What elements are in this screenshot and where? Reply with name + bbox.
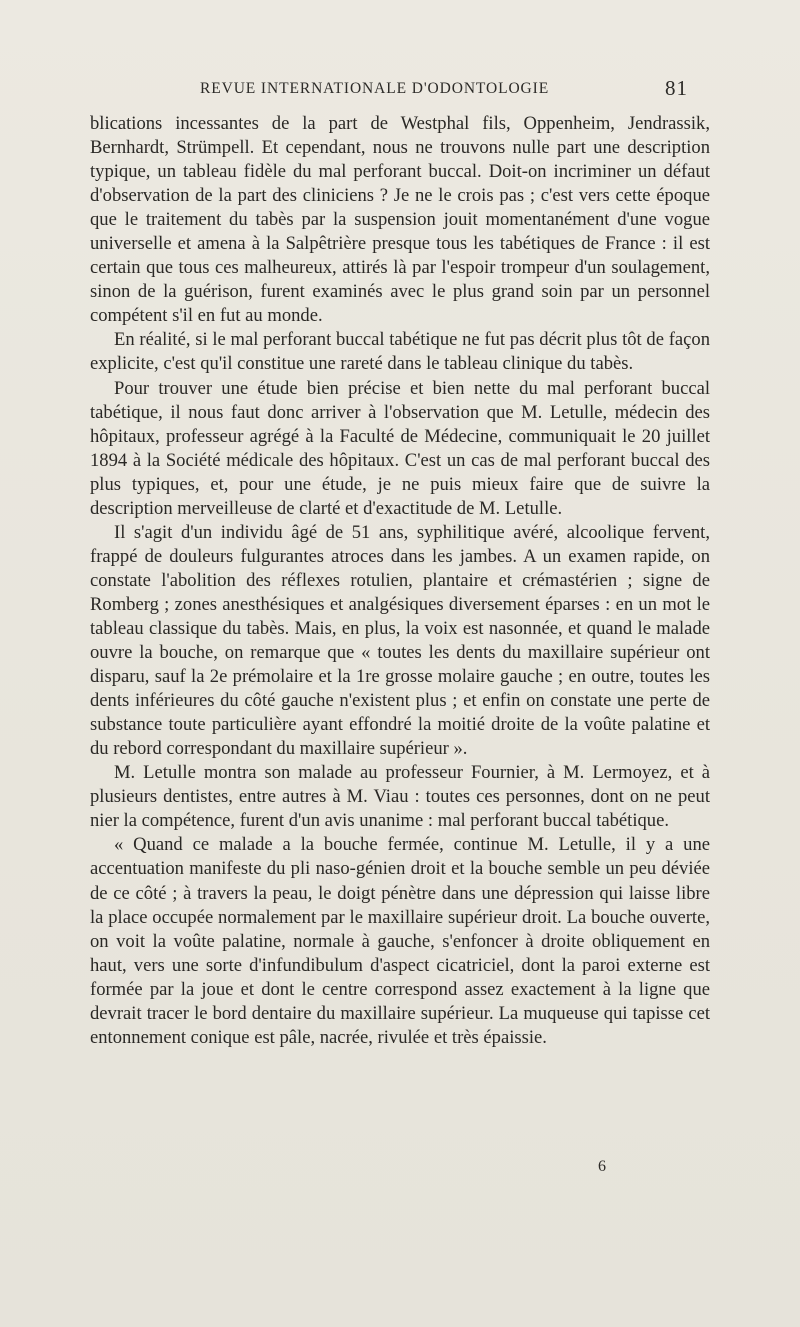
paragraph-1: blications incessantes de la part de Westphal fils, Oppenheim, Jendrassik, Bernhardt, Strümpell. Et cependant, nous ne trouvons nulle part une description typique, un tableau fidèle du mal perforant buccal. Doit-on incriminer un défaut d'observation de la part des cliniciens ? Je ne le crois pas ; c'est vers cette époque que le traitement du tabès par la suspension jouit momentanément d'une vogue universelle et amena à la Salpêtrière presque tous les tabétiques de France : il est certain que tous ces malheureux, attirés là par l'espoir trompeur d'un soulagement, sinon de la guérison, furent examinés avec le plus grand soin par un personnel compétent s'il en fut au monde. <box>90 113 710 327</box>
journal-title: REVUE INTERNATIONALE D'ODONTOLOGIE <box>200 80 550 97</box>
signature-mark: 6 <box>598 1158 606 1175</box>
page-number: 81 <box>665 76 688 100</box>
paragraph-5: M. Letulle montra son malade au professeur Fournier, à M. Lermoyez, et à plusieurs dentistes, entre autres à M. Viau : toutes ces personnes, dont on ne peut nier la compétence, furent d'un avis unanime : mal perforant buccal tabétique. <box>90 762 710 832</box>
paragraph-4: Il s'agit d'un individu âgé de 51 ans, syphilitique avéré, alcoolique fervent, frappé de douleurs fulgurantes atroces dans les jambes. A un examen rapide, on constate l'abolition des réflexes rotulien, plantaire et crémastérien ; signe de Romberg ; zones anesthésiques et analgésiques diversement éparses : en un mot le tableau classique du tabès. Mais, en plus, la voix est nasonnée, et quand le malade ouvre la bouche, on remarque que « toutes les dents du maxillaire supérieur ont disparu, sauf la 2e prémolaire et la 1re grosse molaire gauche ; en outre, toutes les dents inférieures du côté gauche n'existent plus ; et enfin on constate une perte de substance toute particulière ayant effondré la moitié droite de la voûte palatine et du rebord correspondant du maxillaire supérieur ». <box>90 521 710 760</box>
running-header <box>92 78 688 104</box>
paragraph-6: « Quand ce malade a la bouche fermée, continue M. Letulle, il y a une accentuation manifeste du pli naso-génien droit et la bouche semble un peu déviée de ce côté ; à travers la peau, le doigt pénètre dans une dépression qui laisse libre la place occupée normalement par le maxillaire supérieur droit. La bouche ouverte, on voit la voûte palatine, normale à gauche, s'enfoncer à droite obliquement en haut, vers une sorte d'infundibulum d'aspect cicatriciel, dont la paroi externe est formée par la joue et dont le centre correspond assez exactement à la ligne que devrait tracer le bord dentaire du maxillaire supérieur. La muqueuse qui tapisse cet entonnement conique est pâle, nacrée, rivulée et très épaissie. <box>90 834 710 1048</box>
paragraph-2: En réalité, si le mal perforant buccal tabétique ne fut pas décrit plus tôt de façon explicite, c'est qu'il constitue une rareté dans le tableau clinique du tabès. <box>90 329 710 375</box>
article-body <box>90 112 710 1050</box>
paragraph-3: Pour trouver une étude bien précise et bien nette du mal perforant buccal tabétique, il nous faut donc arriver à l'observation que M. Letulle, médecin des hôpitaux, professeur agrégé à la Faculté de Médecine, communiquait le 20 juillet 1894 à la Société médicale des hôpitaux. C'est un cas de mal perforant buccal des plus typiques, et, pour une étude, je ne puis mieux faire que de suivre la description merveilleuse de clarté et d'exactitude de M. Letulle. <box>90 377 710 519</box>
